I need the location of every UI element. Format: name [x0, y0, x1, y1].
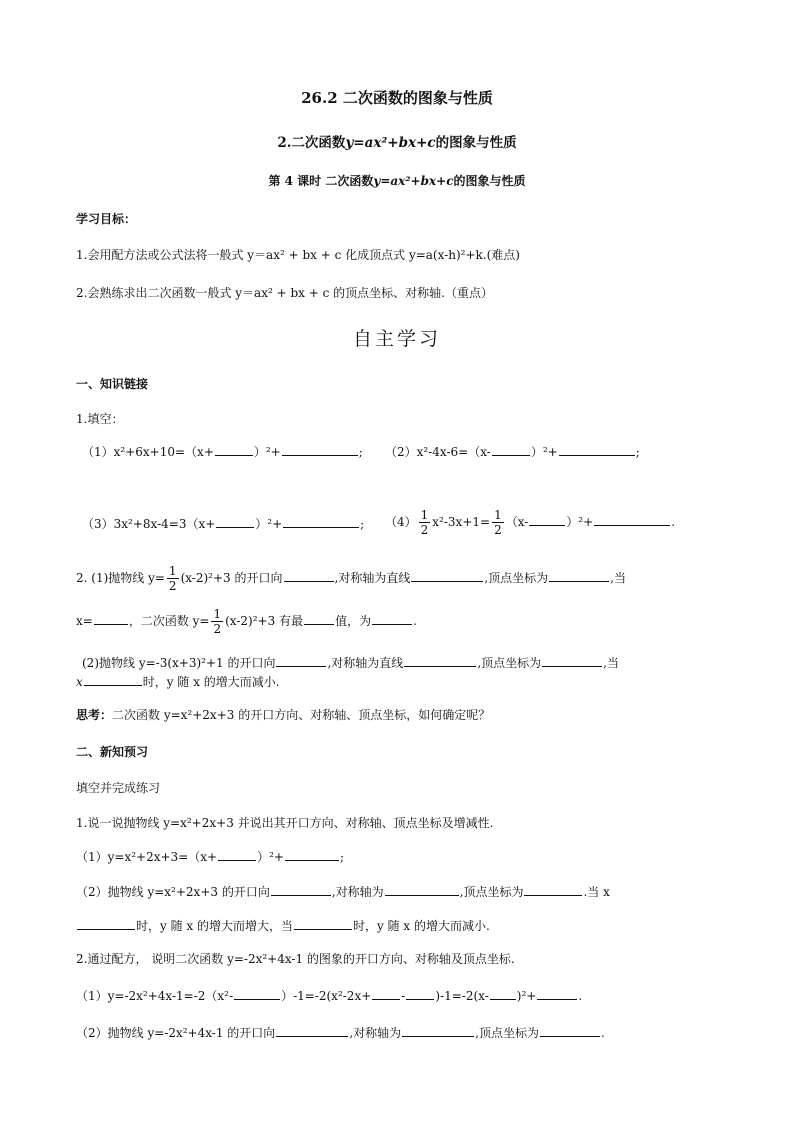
blank[interactable]	[276, 1024, 348, 1037]
blank[interactable]	[492, 443, 530, 456]
fraction-denominator: 2	[494, 523, 502, 537]
part2-intro: 填空并完成练习	[76, 781, 161, 795]
q1-item3	[82, 515, 364, 532]
blank[interactable]	[411, 569, 483, 582]
lesson-title	[0, 173, 794, 189]
p1-2-text-a: （2）抛物线 y=x²+2x+3 的开口向	[76, 885, 270, 899]
q1-1-text-a: （1）x²+6x+10=（x+	[82, 445, 214, 459]
objective-2: 2.会熟练求出二次函数一般式 y＝ax² + bx + c 的顶点坐标、对称轴.（重点）	[76, 286, 493, 300]
blank[interactable]	[285, 848, 339, 861]
q2-text-b: (x-2)²+3 的开口向	[180, 571, 283, 585]
blank[interactable]	[540, 1024, 600, 1037]
blank[interactable]	[271, 883, 331, 896]
p1-1-text-b: ）²+	[257, 850, 284, 864]
p2-2-text-b: ,对称轴为	[349, 1026, 402, 1040]
blank[interactable]	[215, 443, 253, 456]
p1-item2	[76, 883, 610, 900]
p1-3-text-a: 时，y 随 x 的增大而增大，当	[136, 919, 293, 933]
q1-4-text-c: （x-	[505, 515, 529, 529]
p1-2-text-c: ,顶点坐标为	[459, 885, 524, 899]
fraction-numerator: 1	[420, 508, 429, 522]
part1-heading: 一、知识链接	[76, 377, 149, 391]
page-title: 26.2 二次函数的图象与性质	[301, 89, 493, 107]
fraction-denominator: 2	[420, 523, 429, 537]
blank[interactable]	[282, 443, 358, 456]
q2-2-line1	[82, 654, 619, 671]
p2-1-text-d: )-1=-2(x-	[435, 989, 489, 1003]
p1-1-text-a: （1）y=x²+2x+3=（x+	[76, 850, 218, 864]
blank[interactable]	[594, 513, 670, 526]
blank[interactable]	[304, 612, 334, 625]
subtitle-prefix: 2.二次函数	[277, 135, 346, 151]
q2-text-j: .	[413, 614, 417, 628]
q1-4-text-d: ）²+	[566, 515, 594, 529]
p2-2-text-a: （2）抛物线 y=-2x²+4x-1 的开口向	[76, 1026, 276, 1040]
q1-3-text-b: ）²+	[255, 517, 283, 531]
blank[interactable]	[284, 569, 334, 582]
blank[interactable]	[234, 987, 280, 1000]
q1-2-text-c: ;	[635, 445, 640, 459]
q1-4-text-e: .	[671, 515, 676, 529]
section-title: 自主学习	[352, 328, 441, 350]
q2-text-c: ,对称轴为直线	[334, 571, 411, 585]
blank[interactable]	[218, 848, 256, 861]
fraction	[211, 607, 223, 636]
p2-1-text-b: ）-1=-2(x²-2x+	[281, 989, 372, 1003]
q1-item2	[385, 443, 640, 460]
p1-item3	[76, 917, 490, 934]
q1-label: 1.填空：	[76, 412, 124, 426]
blank[interactable]	[283, 515, 359, 528]
q1-2-text-a: （2）x²-4x-6=（x-	[385, 445, 491, 459]
blank[interactable]	[294, 917, 352, 930]
objectives-heading: 学习目标：	[76, 212, 137, 226]
q2-2-text-b: ,对称轴为直线	[327, 656, 404, 670]
blank[interactable]	[94, 612, 128, 625]
q1-1-text-b: ）²+	[253, 445, 281, 459]
q2-2-text-a: (2)抛物线 y=-3(x+3)²+1 的开口向	[82, 656, 276, 670]
lesson-prefix: 第 4 课时 二次函数	[268, 174, 374, 188]
q2-text-e: ,当	[610, 571, 626, 585]
part2-heading: 二、新知预习	[76, 745, 149, 759]
p1-2-text-b: ,对称轴为	[331, 885, 384, 899]
lesson-formula: y=ax²+bx+c	[373, 174, 454, 188]
fraction	[492, 508, 504, 537]
fraction-numerator: 1	[168, 564, 177, 578]
blank[interactable]	[402, 1024, 474, 1037]
q2-line1	[76, 560, 626, 598]
p1-3-text-b: 时，y 随 x 的增大而减小.	[353, 919, 490, 933]
blank[interactable]	[559, 443, 635, 456]
fraction	[167, 564, 179, 593]
blank[interactable]	[84, 673, 142, 686]
q1-3-text-c: ;	[360, 517, 365, 531]
q2-text-a: 2. (1)抛物线 y=	[76, 571, 165, 585]
p1-2-text-d: .当 x	[583, 885, 610, 899]
fraction-denominator: 2	[213, 622, 222, 636]
blank[interactable]	[372, 987, 400, 1000]
q2-2-text-f: 时，y 随 x 的增大而减小.	[142, 675, 280, 689]
q2-2-line2	[76, 673, 280, 690]
q2-text-g: ，二次函数 y=	[128, 614, 210, 628]
blank[interactable]	[549, 569, 609, 582]
q2-2-text-d: ,当	[603, 656, 619, 670]
q1-2-text-b: ）²+	[530, 445, 558, 459]
q1-3-text-a: （3）3x²+8x-4=3（x+	[82, 517, 216, 531]
fraction	[419, 508, 431, 537]
fraction-numerator: 1	[494, 508, 502, 522]
blank[interactable]	[490, 987, 516, 1000]
p2-item1	[76, 987, 582, 1004]
fraction-denominator: 2	[168, 579, 177, 593]
think-text: 二次函数 y=x²+2x+3 的开口方向、对称轴、顶点坐标，如何确定呢？	[112, 708, 491, 722]
fraction-numerator: 1	[213, 607, 222, 621]
q2-text-i: 值，为	[335, 614, 372, 628]
q2-line2	[76, 603, 417, 641]
q2-2-text-c: ,顶点坐标为	[477, 656, 542, 670]
q2-text-d: ,顶点坐标为	[484, 571, 549, 585]
part2-problem2: 2.通过配方， 说明二次函数 y=-2x²+4x-1 的图象的开口方向、对称轴及顶点坐标.	[76, 952, 515, 966]
p2-2-text-c: ,顶点坐标为	[475, 1026, 539, 1040]
objective-1: 1.会用配方法或公式法将一般式 y＝ax² + bx + c 化成顶点式 y=a(x-h)²+k.(难点)	[76, 248, 520, 262]
blank[interactable]	[406, 987, 434, 1000]
blank[interactable]	[529, 513, 565, 526]
blank[interactable]	[524, 883, 582, 896]
blank[interactable]	[276, 654, 326, 667]
lesson-suffix: 的图象与性质	[453, 174, 526, 188]
p2-2-text-d: .	[600, 1026, 605, 1040]
think-label: 思考：	[76, 708, 113, 722]
blank[interactable]	[537, 987, 577, 1000]
think-line	[76, 707, 490, 723]
p2-1-text-c: -	[401, 989, 406, 1003]
p2-item2	[76, 1024, 605, 1041]
subtitle	[0, 135, 794, 151]
subtitle-suffix: 的图象与性质	[435, 135, 517, 151]
q1-4-text-a: （4）	[385, 515, 417, 529]
q1-1-text-c: ;	[358, 445, 363, 459]
part2-problem1: 1.说一说抛物线 y=x²+2x+3 并说出其开口方向、对称轴、顶点坐标及增减性.	[76, 816, 494, 830]
blank[interactable]	[372, 612, 412, 625]
q1-item4	[385, 502, 675, 544]
q2-2-text-e: x	[76, 675, 83, 689]
p2-1-text-a: （1）y=-2x²+4x-1=-2（x²-	[76, 989, 234, 1003]
blank[interactable]	[404, 654, 476, 667]
p2-1-text-e: )²+	[516, 989, 537, 1003]
subtitle-formula: y=ax²+bx+c	[345, 135, 436, 151]
blank[interactable]	[77, 917, 135, 930]
blank[interactable]	[542, 654, 602, 667]
p1-1-text-c: ;	[339, 850, 344, 864]
blank[interactable]	[216, 515, 254, 528]
p2-1-text-f: .	[578, 989, 583, 1003]
q2-text-f: x=	[76, 614, 93, 628]
blank[interactable]	[385, 883, 459, 896]
q2-text-h: (x-2)²+3 有最	[225, 614, 304, 628]
q1-4-text-b: x²-3x+1=	[432, 515, 491, 529]
q1-item1	[82, 443, 363, 460]
p1-item1	[76, 848, 344, 865]
